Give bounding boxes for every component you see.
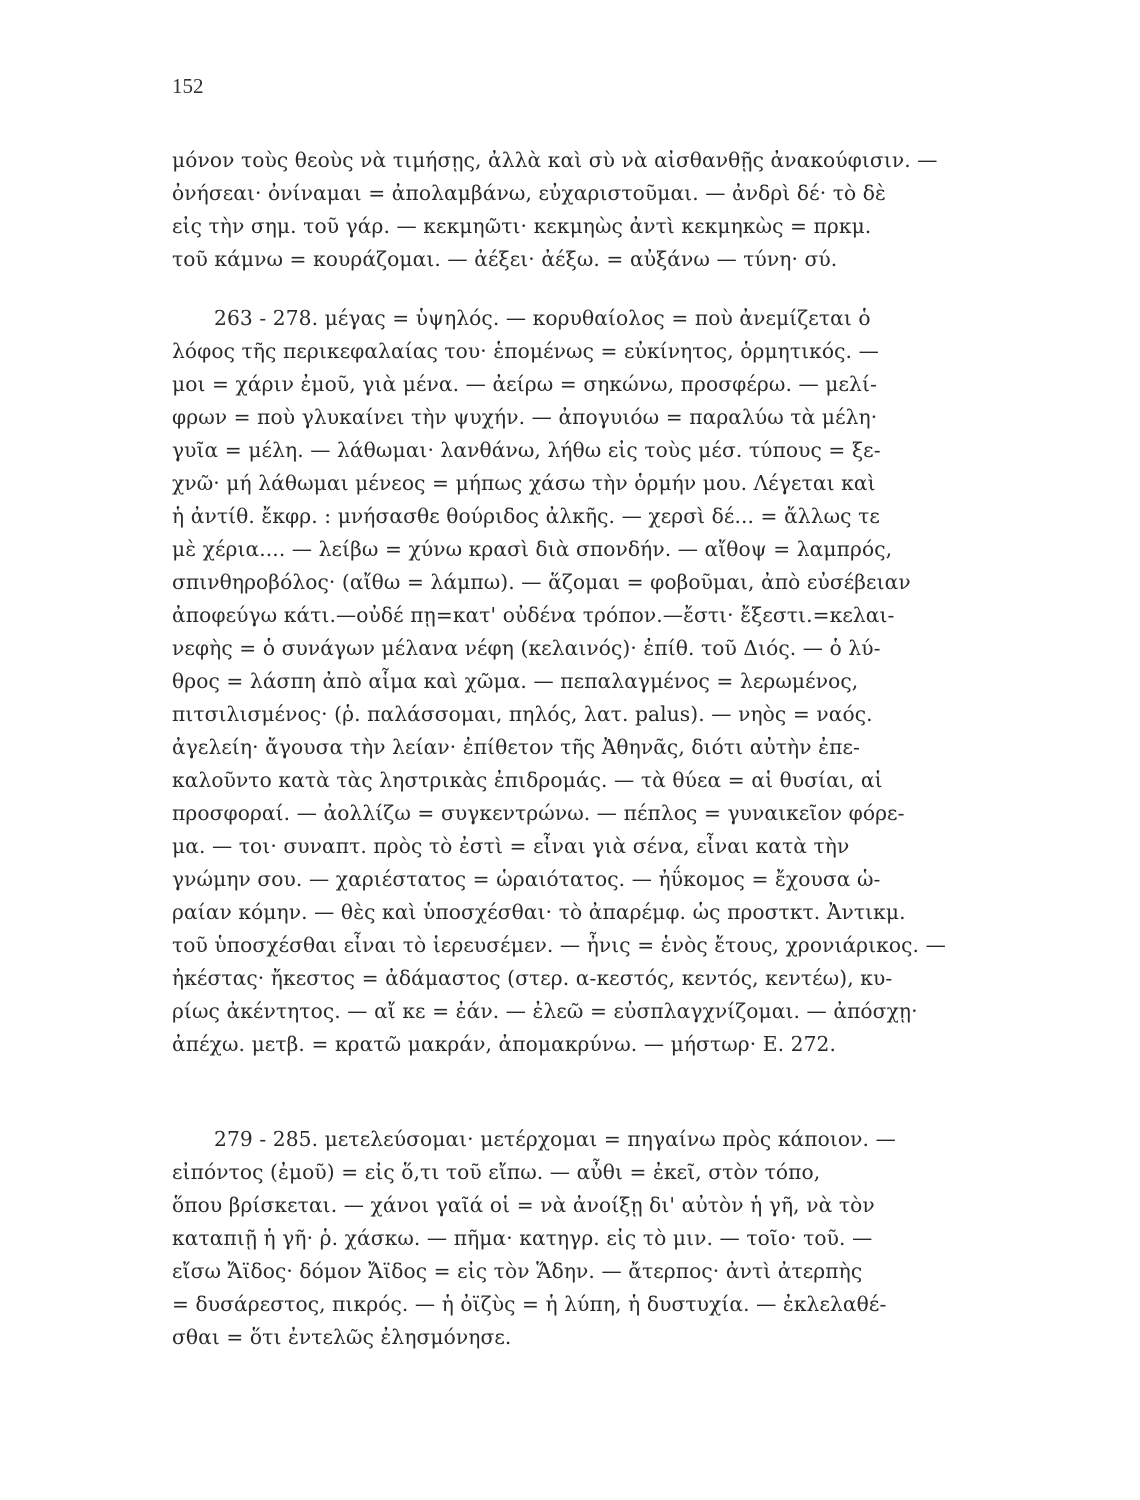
text-line: τοῦ κάμνω = κουράζομαι. — ἀέξει· ἀέξω. = αὐξάνω — τύνη· σύ. bbox=[172, 247, 838, 271]
text-line: ὀνήσεαι· ὀνίναμαι = ἀπολαμβάνω, εὐχαριστοῦμαι. — ἀνδρὶ δέ· τὸ δὲ bbox=[172, 181, 886, 205]
text-line: νεφὴς = ὁ συνάγων μέλανα νέφη (κελαινός)· ἐπίθ. τοῦ Διός. — ὁ λύ- bbox=[172, 636, 881, 660]
text-line: εἰπόντος (ἐμοῦ) = εἰς ὅ,τι τοῦ εἴπω. — αὖθι = ἐκεῖ, στὸν τόπο, bbox=[172, 1160, 821, 1184]
text-line: γνώμην σου. — χαριέστατος = ὡραιότατος. — ἠΰκομος = ἔχουσα ὡ- bbox=[172, 867, 881, 891]
text-line: ὅπου βρίσκεται. — χάνοι γαῖά οἱ = νὰ ἀνοίξῃ δι' αὐτὸν ἡ γῆ, νὰ τὸν bbox=[172, 1193, 875, 1217]
commentary-section-263-278 bbox=[172, 302, 994, 1061]
text-line: ἀγελείη· ἄγουσα τὴν λείαν· ἐπίθετον τῆς Ἀθηνᾶς, διότι αὐτὴν ἐπε- bbox=[172, 735, 860, 759]
commentary-section-279-285 bbox=[172, 1123, 994, 1354]
text-line: σθαι = ὅτι ἐντελῶς ἐλησμόνησε. bbox=[172, 1325, 512, 1349]
section-heading-line: 263 - 278. μέγας = ὑψηλός. — κορυθαίολος = ποὺ ἀνεμίζεται ὁ bbox=[214, 306, 871, 330]
text-line: καλοῦντο κατὰ τὰς ληστρικὰς ἐπιδρομάς. — τὰ θύεα = αἱ θυσίαι, αἱ bbox=[172, 768, 883, 792]
text-line: μόνον τοὺς θεοὺς νὰ τιμήσῃς, ἀλλὰ καὶ σὺ νὰ αἰσθανθῇς ἀνακούφισιν. — bbox=[172, 148, 938, 172]
text-line: εἴσω Ἄϊδος· δόμον Ἄϊδος = εἰς τὸν Ἅδην. — ἄτερπος· ἀντὶ ἀτερπὴς bbox=[172, 1259, 863, 1283]
text-line: ἠκέστας· ἤκεστος = ἀδάμαστος (στερ. α-κεστός, κεντός, κεντέω), κυ- bbox=[172, 966, 893, 990]
text-line: λόφος τῆς περικεφαλαίας του· ἑπομένως = εὐκίνητος, ὁρμητικός. — bbox=[172, 339, 879, 363]
text-line: προσφοραί. — ἀολλίζω = συγκεντρώνω. — πέπλος = γυναικεῖον φόρε- bbox=[172, 801, 905, 825]
text-line: πιτσιλισμένος· (ῥ. παλάσσομαι, πηλός, λατ. palus). — νηὸς = ναός. bbox=[172, 702, 873, 726]
text-line: ραίαν κόμην. — θὲς καὶ ὑποσχέσθαι· τὸ ἀπαρέμφ. ὡς προστκτ. Ἀντικμ. bbox=[172, 900, 906, 924]
text-line: = δυσάρεστος, πικρός. — ἡ ὀϊζὺς = ἡ λύπη, ἡ δυστυχία. — ἐκλελαθέ- bbox=[172, 1292, 887, 1316]
text-line: ἀποφεύγω κάτι.—οὐδέ πῃ=κατ' οὐδένα τρόπον.—ἔστι· ἔξεστι.=κελαι- bbox=[172, 603, 895, 627]
text-line: μοι = χάριν ἐμοῦ, γιὰ μένα. — ἀείρω = σηκώνω, προσφέρω. — μελί- bbox=[172, 372, 877, 396]
text-line: σπινθηροβόλος· (αἴθω = λάμπω). — ἅζομαι = φοβοῦμαι, ἀπὸ εὐσέβειαν bbox=[172, 570, 911, 594]
text-line: χνῶ· μή λάθωμαι μένεος = μήπως χάσω τὴν ὁρμήν μου. Λέγεται καὶ bbox=[172, 471, 876, 495]
commentary-paragraph bbox=[172, 144, 994, 276]
text-line: εἰς τὴν σημ. τοῦ γάρ. — κεκμηῶτι· κεκμηὼς ἀντὶ κεκμηκὼς = πρκμ. bbox=[172, 214, 872, 238]
text-line: μα. — τοι· συναπτ. πρὸς τὸ ἐστὶ = εἶναι γιὰ σένα, εἶναι κατὰ τὴν bbox=[172, 834, 850, 858]
page-number: 152 bbox=[172, 74, 204, 98]
text-line: ρίως ἀκέντητος. — αἴ κε = ἐάν. — ἐλεῶ = εὐσπλαγχνίζομαι. — ἀπόσχῃ· bbox=[172, 999, 918, 1023]
text-line: φρων = ποὺ γλυκαίνει τὴν ψυχήν. — ἀπογυιόω = παραλύω τὰ μέλη· bbox=[172, 405, 878, 429]
text-line: ἡ ἀντίθ. ἔκφρ. : μνήσασθε θούριδος ἀλκῆς. — χερσὶ δέ... = ἄλλως τε bbox=[172, 504, 880, 528]
text-line: γυῖα = μέλη. — λάθωμαι· λανθάνω, λήθω εἰς τοὺς μέσ. τύπους = ξε- bbox=[172, 438, 881, 462]
text-line: θρος = λάσπη ἀπὸ αἷμα καὶ χῶμα. — πεπαλαγμένος = λερωμένος, bbox=[172, 669, 859, 693]
text-line: μὲ χέρια.... — λείβω = χύνω κρασὶ διὰ σπονδήν. — αἴθοψ = λαμπρός, bbox=[172, 537, 893, 561]
text-line: καταπιῇ ἡ γῆ· ῥ. χάσκω. — πῆμα· κατηγρ. εἰς τὸ μιν. — τοῖο· τοῦ. — bbox=[172, 1226, 873, 1250]
text-line: τοῦ ὑποσχέσθαι εἶναι τὸ ἱερευσέμεν. — ἦνις = ἑνὸς ἔτους, χρονιάρικος. — bbox=[172, 933, 946, 957]
text-line: ἀπέχω. μετβ. = κρατῶ μακράν, ἀπομακρύνω. — μήστωρ· Ε. 272. bbox=[172, 1032, 836, 1056]
section-heading-line: 279 - 285. μετελεύσομαι· μετέρχομαι = πηγαίνω πρὸς κάποιον. — bbox=[214, 1127, 896, 1151]
